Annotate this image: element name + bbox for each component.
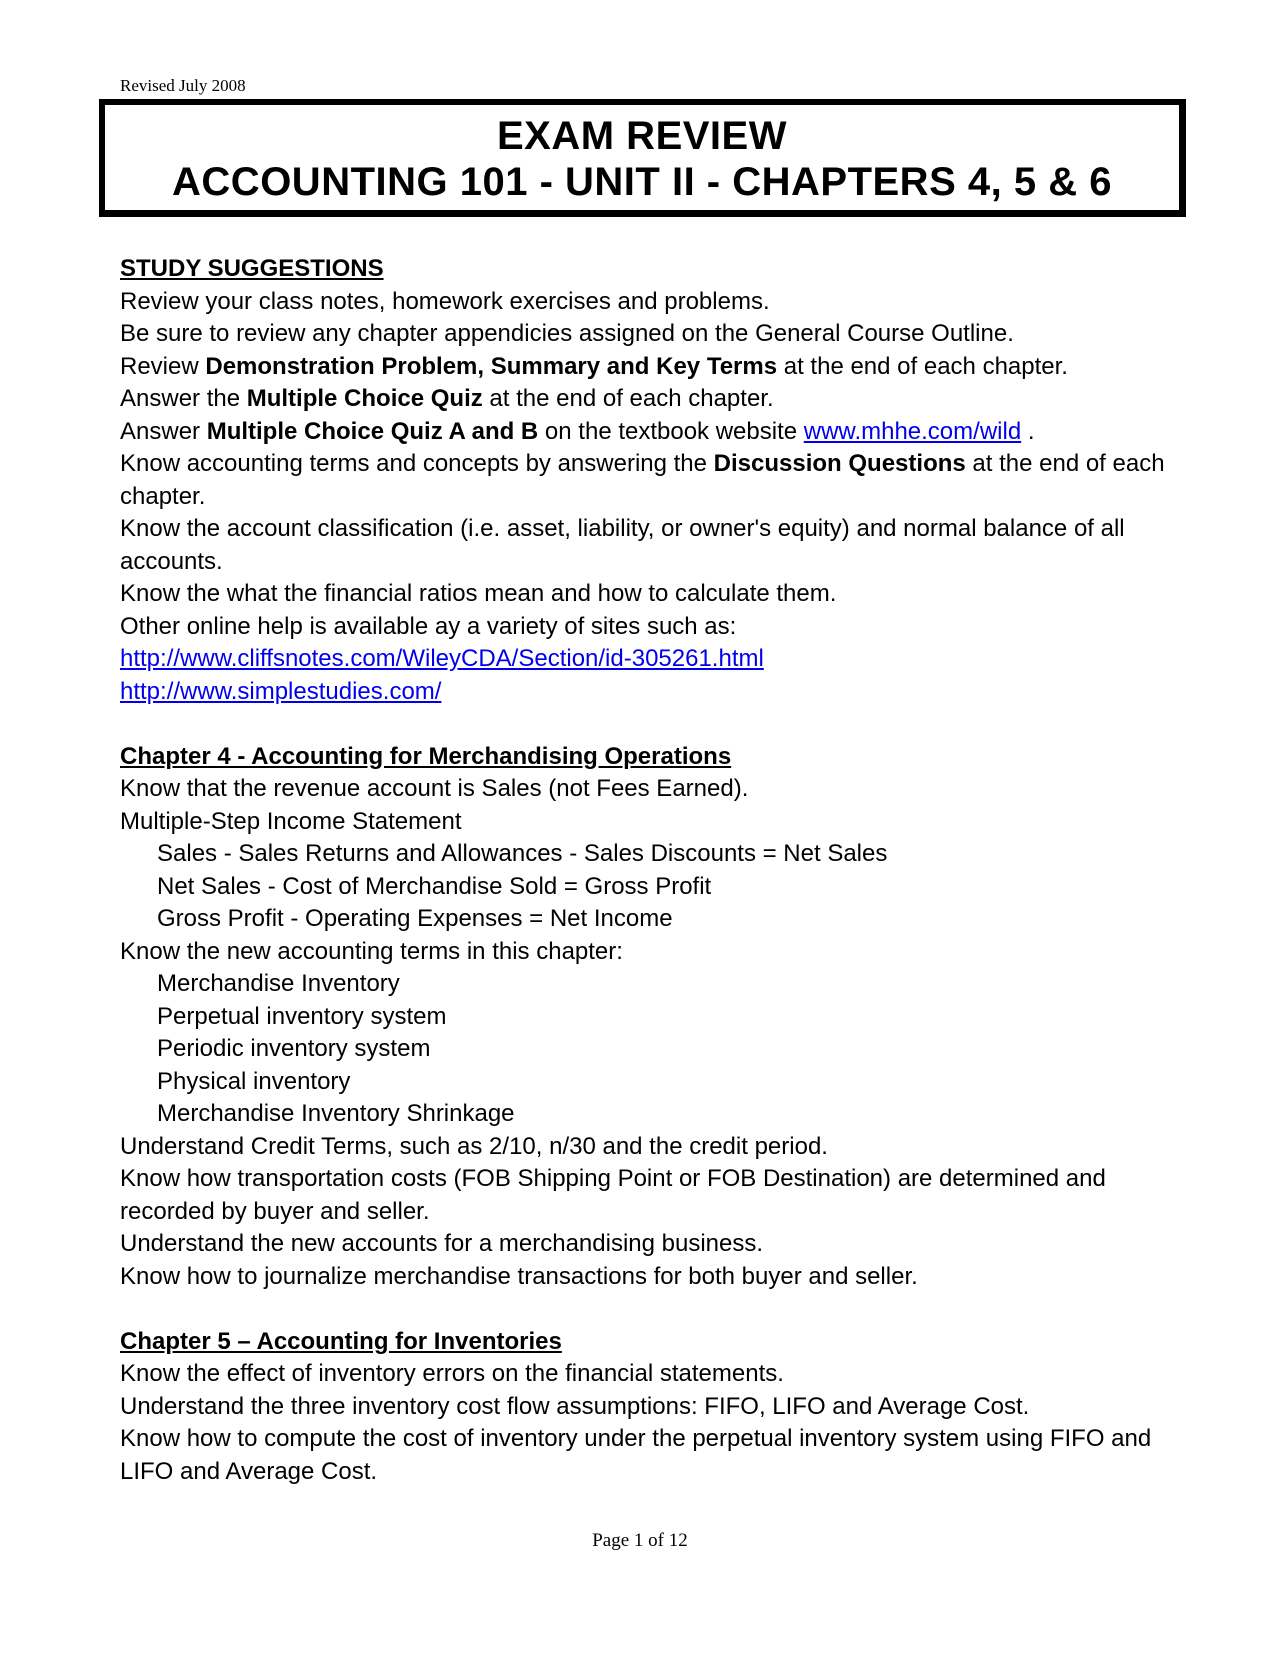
chapter-4-line: Understand Credit Terms, such as 2/10, n/30 and the credit period.	[120, 1132, 828, 1160]
chapter-4-line: Know the new accounting terms in this chapter:	[120, 937, 623, 965]
section-gap	[120, 1293, 1180, 1326]
document-subtitle: ACCOUNTING 101 - UNIT II - CHAPTERS 4, 5 & 6	[172, 160, 1112, 204]
bold-term: Multiple Choice Quiz A and B	[206, 417, 539, 445]
document-body	[120, 253, 1180, 1488]
chapter-4-heading: Chapter 4 - Accounting for Merchandising Operations	[120, 742, 732, 770]
chapter-4-line: Know how transportation costs (FOB Shipping Point or FOB Destination) are determined and recorded by buyer and seller.	[120, 1165, 1106, 1225]
study-line: Know the account classification (i.e. asset, liability, or owner's equity) and normal balance of all accounts.	[120, 515, 1125, 575]
page-number: Page 1 of 12	[592, 1530, 688, 1551]
title-box	[99, 99, 1186, 217]
income-formula: Net Sales - Cost of Merchandise Sold = Gross Profit	[157, 872, 712, 900]
chapter-5-line: Understand the three inventory cost flow assumptions: FIFO, LIFO and Average Cost.	[120, 1392, 1030, 1420]
income-formula: Gross Profit - Operating Expenses = Net Income	[157, 905, 673, 932]
study-line: Know the what the financial ratios mean and how to calculate them.	[120, 580, 837, 607]
document-title: EXAM REVIEW	[497, 114, 787, 158]
cliffsnotes-link[interactable]: http://www.cliffsnotes.com/WileyCDA/Section/id-305261.html	[120, 645, 764, 672]
bold-term: Multiple Choice Quiz	[246, 385, 483, 412]
bold-term: Discussion Questions	[713, 450, 966, 477]
simplestudies-link[interactable]: http://www.simplestudies.com/	[120, 677, 442, 705]
chapter-5-line: Know how to compute the cost of inventory under the perpetual inventory system using FIFO and LIFO and Average Cost.	[120, 1425, 1152, 1485]
study-line: Review Demonstration Problem, Summary and Key Terms at the end of each chapter.	[120, 352, 1068, 380]
study-line: Answer the Multiple Choice Quiz at the end of each chapter.	[120, 385, 774, 412]
accounting-term: Physical inventory	[157, 1067, 351, 1095]
chapter-4-line: Know how to journalize merchandise transactions for both buyer and seller.	[120, 1262, 918, 1290]
textbook-website-link[interactable]: www.mhhe.com/wild	[803, 417, 1022, 445]
accounting-term: Merchandise Inventory	[157, 970, 400, 997]
chapter-5-heading: Chapter 5 – Accounting for Inventories	[120, 1327, 562, 1355]
chapter-4-line: Multiple-Step Income Statement	[120, 807, 462, 835]
revised-date: Revised July 2008	[120, 76, 246, 95]
chapter-5-line: Know the effect of inventory errors on the financial statements.	[120, 1360, 784, 1387]
accounting-term: Perpetual inventory system	[157, 1002, 447, 1030]
study-line: Review your class notes, homework exercises and problems.	[120, 287, 770, 315]
bold-term: Demonstration Problem, Summary and Key Terms	[205, 352, 778, 380]
study-line: Other online help is available ay a variety of sites such as:	[120, 612, 737, 640]
study-line: Know accounting terms and concepts by answering the Discussion Questions at the end of each chapter.	[120, 450, 1165, 510]
study-line: Answer Multiple Choice Quiz A and B on the textbook website www.mhhe.com/wild .	[120, 417, 1035, 445]
accounting-term: Merchandise Inventory Shrinkage	[157, 1100, 515, 1127]
chapter-4-line: Know that the revenue account is Sales (not Fees Earned).	[120, 775, 749, 802]
accounting-term: Periodic inventory system	[157, 1035, 431, 1062]
section-gap	[120, 708, 1180, 741]
income-formula: Sales - Sales Returns and Allowances - Sales Discounts = Net Sales	[157, 840, 888, 867]
chapter-4-line: Understand the new accounts for a merchandising business.	[120, 1230, 764, 1257]
study-line: Be sure to review any chapter appendicies assigned on the General Course Outline.	[120, 320, 1014, 347]
study-suggestions-heading: STUDY SUGGESTIONS	[120, 255, 384, 282]
